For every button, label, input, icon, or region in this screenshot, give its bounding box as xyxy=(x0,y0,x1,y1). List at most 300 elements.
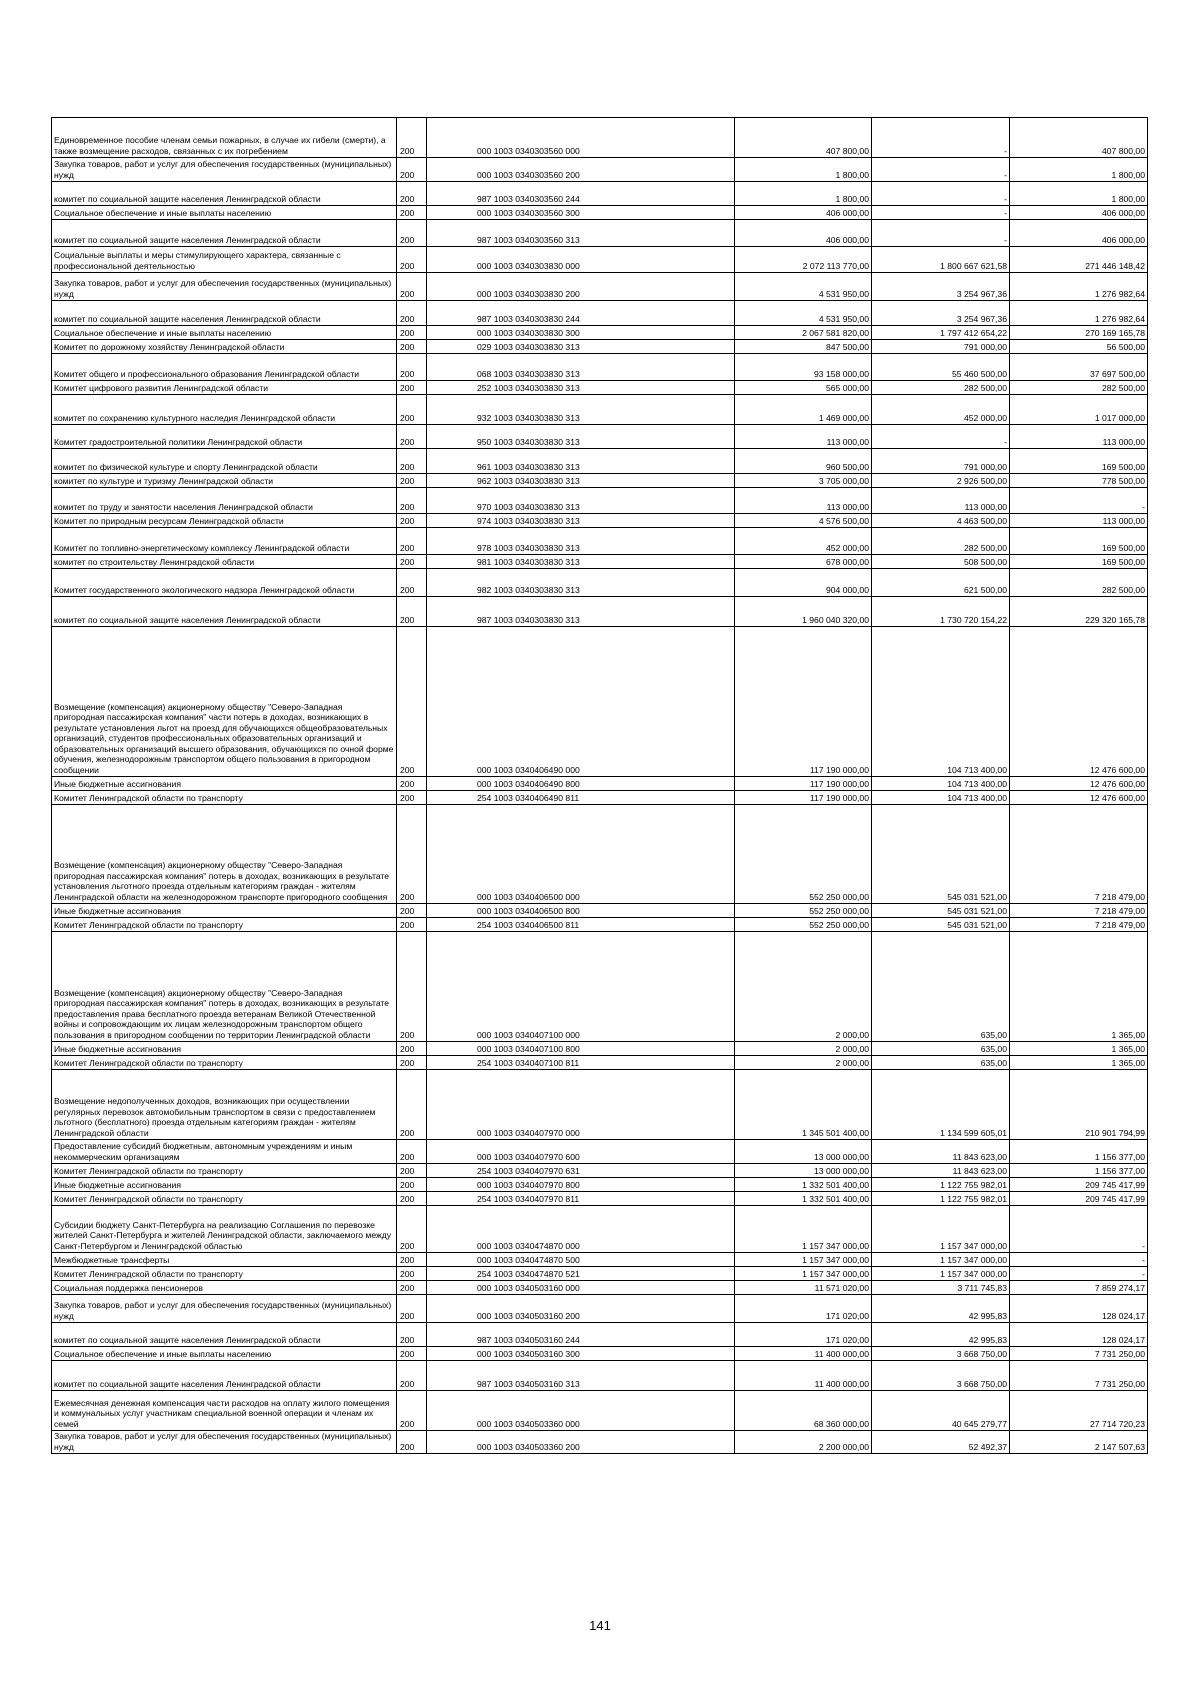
row-planned-amount: 13 000 000,00 xyxy=(735,1140,872,1164)
row-code: 200 xyxy=(397,488,427,514)
row-name: комитет по социальной защите населения Ленинградской области xyxy=(52,301,397,326)
row-name: комитет по физической культуре и спорту Ленинградской области xyxy=(52,449,397,474)
row-planned-amount: 4 531 950,00 xyxy=(735,301,872,326)
row-executed-amount: 282 500,00 xyxy=(872,528,1010,555)
table-row xyxy=(52,1178,1148,1192)
row-remaining-amount: 7 218 479,00 xyxy=(1010,805,1148,904)
row-remaining-amount: 270 169 165,78 xyxy=(1010,326,1148,340)
row-code: 200 xyxy=(397,158,427,182)
table-row xyxy=(52,488,1148,514)
row-code: 200 xyxy=(397,340,427,354)
row-planned-amount: 960 500,00 xyxy=(735,449,872,474)
row-name: Закупка товаров, работ и услуг для обеспечения государственных (муниципальных) нужд xyxy=(52,158,397,182)
row-planned-amount: 1 469 000,00 xyxy=(735,395,872,425)
row-executed-amount: 52 492,37 xyxy=(872,1431,1010,1454)
row-remaining-amount: 37 697 500,00 xyxy=(1010,354,1148,381)
row-planned-amount: 3 705 000,00 xyxy=(735,474,872,488)
row-remaining-amount: 169 500,00 xyxy=(1010,528,1148,555)
row-code: 200 xyxy=(397,220,427,247)
row-remaining-amount: 1 365,00 xyxy=(1010,1042,1148,1056)
row-planned-amount: 1 332 501 400,00 xyxy=(735,1178,872,1192)
row-budget-code: 000 1003 0340407100 000 xyxy=(427,932,735,1042)
row-planned-amount: 2 000,00 xyxy=(735,932,872,1042)
row-remaining-amount: 282 500,00 xyxy=(1010,569,1148,597)
row-planned-amount: 1 960 040 320,00 xyxy=(735,597,872,627)
row-code: 200 xyxy=(397,904,427,918)
table-row xyxy=(52,777,1148,791)
row-budget-code: 987 1003 0340303830 244 xyxy=(427,301,735,326)
row-remaining-amount: 7 731 250,00 xyxy=(1010,1361,1148,1391)
row-name: комитет по социальной защите населения Ленинградской области xyxy=(52,182,397,206)
row-remaining-amount: 1 276 982,64 xyxy=(1010,301,1148,326)
row-name: Субсидии бюджету Санкт-Петербурга на реализацию Соглашения по перевозке жителей Санкт-Петербурга и жителей Ленинградской области, заключаемого между Санкт-Петербургом и Ленинградской областью xyxy=(52,1206,397,1253)
row-code: 200 xyxy=(397,805,427,904)
row-planned-amount: 113 000,00 xyxy=(735,425,872,449)
row-planned-amount: 1 800,00 xyxy=(735,158,872,182)
row-executed-amount: 1 157 347 000,00 xyxy=(872,1253,1010,1267)
row-executed-amount: 104 713 400,00 xyxy=(872,791,1010,805)
row-code: 200 xyxy=(397,354,427,381)
table-row xyxy=(52,918,1148,932)
table-row xyxy=(52,1056,1148,1070)
row-planned-amount: 1 345 501 400,00 xyxy=(735,1070,872,1140)
row-remaining-amount: 12 476 600,00 xyxy=(1010,777,1148,791)
row-executed-amount: 1 730 720 154,22 xyxy=(872,597,1010,627)
table-row xyxy=(52,340,1148,354)
row-planned-amount: 11 571 020,00 xyxy=(735,1281,872,1295)
row-code: 200 xyxy=(397,1295,427,1323)
row-name: Ежемесячная денежная компенсация части расходов на оплату жилого помещения и коммунальных услуг участникам специальной военной операции и членам их семей xyxy=(52,1391,397,1431)
row-name: Комитет Ленинградской области по транспорту xyxy=(52,918,397,932)
row-budget-code: 987 1003 0340303560 244 xyxy=(427,182,735,206)
row-budget-code: 029 1003 0340303830 313 xyxy=(427,340,735,354)
row-code: 200 xyxy=(397,932,427,1042)
budget-execution-table xyxy=(51,117,1148,1454)
row-executed-amount: - xyxy=(872,158,1010,182)
table-row xyxy=(52,326,1148,340)
row-budget-code: 000 1003 0340474870 000 xyxy=(427,1206,735,1253)
row-planned-amount: 4 576 500,00 xyxy=(735,514,872,528)
row-remaining-amount: 2 147 507,63 xyxy=(1010,1431,1148,1454)
row-budget-code: 254 1003 0340407970 811 xyxy=(427,1192,735,1206)
row-executed-amount: 42 995,83 xyxy=(872,1323,1010,1347)
row-budget-code: 000 1003 0340303830 000 xyxy=(427,247,735,273)
table-row xyxy=(52,1281,1148,1295)
row-budget-code: 254 1003 0340407100 811 xyxy=(427,1056,735,1070)
row-code: 200 xyxy=(397,1361,427,1391)
row-name: Комитет Ленинградской области по транспорту xyxy=(52,1056,397,1070)
row-remaining-amount: 406 000,00 xyxy=(1010,220,1148,247)
row-planned-amount: 68 360 000,00 xyxy=(735,1391,872,1431)
row-executed-amount: 508 500,00 xyxy=(872,555,1010,569)
row-code: 200 xyxy=(397,1192,427,1206)
row-code: 200 xyxy=(397,1391,427,1431)
row-budget-code: 981 1003 0340303830 313 xyxy=(427,555,735,569)
row-name: Иные бюджетные ассигнования xyxy=(52,1042,397,1056)
row-executed-amount: 1 134 599 605,01 xyxy=(872,1070,1010,1140)
row-code: 200 xyxy=(397,1281,427,1295)
table-row xyxy=(52,791,1148,805)
row-budget-code: 000 1003 0340407970 600 xyxy=(427,1140,735,1164)
row-code: 200 xyxy=(397,273,427,301)
table-row xyxy=(52,932,1148,1042)
row-budget-code: 970 1003 0340303830 313 xyxy=(427,488,735,514)
row-executed-amount: 104 713 400,00 xyxy=(872,627,1010,777)
row-code: 200 xyxy=(397,528,427,555)
row-remaining-amount: 113 000,00 xyxy=(1010,425,1148,449)
row-planned-amount: 406 000,00 xyxy=(735,206,872,220)
row-name: комитет по культуре и туризму Ленинградской области xyxy=(52,474,397,488)
row-planned-amount: 11 400 000,00 xyxy=(735,1347,872,1361)
row-code: 200 xyxy=(397,1206,427,1253)
row-executed-amount: - xyxy=(872,425,1010,449)
row-remaining-amount: 407 800,00 xyxy=(1010,118,1148,158)
row-remaining-amount: - xyxy=(1010,1206,1148,1253)
row-budget-code: 068 1003 0340303830 313 xyxy=(427,354,735,381)
row-code: 200 xyxy=(397,1253,427,1267)
row-name: комитет по социальной защите населения Ленинградской области xyxy=(52,1361,397,1391)
table-body xyxy=(52,118,1148,1454)
row-executed-amount: 635,00 xyxy=(872,1056,1010,1070)
row-name: Комитет Ленинградской области по транспорту xyxy=(52,791,397,805)
row-planned-amount: 406 000,00 xyxy=(735,220,872,247)
row-budget-code: 987 1003 0340503160 244 xyxy=(427,1323,735,1347)
row-remaining-amount: 12 476 600,00 xyxy=(1010,791,1148,805)
table-row xyxy=(52,220,1148,247)
row-code: 200 xyxy=(397,118,427,158)
row-name: Социальное обеспечение и иные выплаты населению xyxy=(52,206,397,220)
row-budget-code: 000 1003 0340407970 000 xyxy=(427,1070,735,1140)
row-planned-amount: 2 067 581 820,00 xyxy=(735,326,872,340)
row-executed-amount: - xyxy=(872,182,1010,206)
row-remaining-amount: 7 859 274,17 xyxy=(1010,1281,1148,1295)
row-name: Социальное обеспечение и иные выплаты населению xyxy=(52,1347,397,1361)
row-budget-code: 950 1003 0340303830 313 xyxy=(427,425,735,449)
row-remaining-amount: 282 500,00 xyxy=(1010,381,1148,395)
row-name: Иные бюджетные ассигнования xyxy=(52,1178,397,1192)
row-code: 200 xyxy=(397,597,427,627)
row-executed-amount: 3 668 750,00 xyxy=(872,1347,1010,1361)
row-name: комитет по социальной защите населения Ленинградской области xyxy=(52,220,397,247)
row-budget-code: 000 1003 0340503360 200 xyxy=(427,1431,735,1454)
row-planned-amount: 1 800,00 xyxy=(735,182,872,206)
row-planned-amount: 11 400 000,00 xyxy=(735,1361,872,1391)
row-budget-code: 987 1003 0340303560 313 xyxy=(427,220,735,247)
page-number: 141 xyxy=(589,1618,611,1633)
table-row xyxy=(52,1164,1148,1178)
table-row xyxy=(52,1042,1148,1056)
row-remaining-amount: 56 500,00 xyxy=(1010,340,1148,354)
row-remaining-amount: 209 745 417,99 xyxy=(1010,1192,1148,1206)
table-row xyxy=(52,1267,1148,1281)
table-row xyxy=(52,206,1148,220)
row-code: 200 xyxy=(397,449,427,474)
table-row xyxy=(52,474,1148,488)
table-row xyxy=(52,904,1148,918)
row-remaining-amount: 7 218 479,00 xyxy=(1010,918,1148,932)
row-code: 200 xyxy=(397,1042,427,1056)
row-planned-amount: 113 000,00 xyxy=(735,488,872,514)
row-remaining-amount: 1 276 982,64 xyxy=(1010,273,1148,301)
row-budget-code: 000 1003 0340303830 300 xyxy=(427,326,735,340)
table-row xyxy=(52,182,1148,206)
row-budget-code: 978 1003 0340303830 313 xyxy=(427,528,735,555)
row-executed-amount: - xyxy=(872,220,1010,247)
row-budget-code: 000 1003 0340474870 500 xyxy=(427,1253,735,1267)
row-name: комитет по сохранению культурного наследия Ленинградской области xyxy=(52,395,397,425)
row-planned-amount: 847 500,00 xyxy=(735,340,872,354)
table-row xyxy=(52,381,1148,395)
row-budget-code: 000 1003 0340503160 000 xyxy=(427,1281,735,1295)
row-remaining-amount: 128 024,17 xyxy=(1010,1323,1148,1347)
table-row xyxy=(52,247,1148,273)
row-planned-amount: 13 000 000,00 xyxy=(735,1164,872,1178)
row-code: 200 xyxy=(397,514,427,528)
row-code: 200 xyxy=(397,474,427,488)
row-remaining-amount: 1 017 000,00 xyxy=(1010,395,1148,425)
row-executed-amount: 11 843 623,00 xyxy=(872,1164,1010,1178)
row-code: 200 xyxy=(397,918,427,932)
table-row xyxy=(52,425,1148,449)
row-planned-amount: 117 190 000,00 xyxy=(735,791,872,805)
row-name: комитет по труду и занятости населения Ленинградской области xyxy=(52,488,397,514)
row-budget-code: 962 1003 0340303830 313 xyxy=(427,474,735,488)
row-remaining-amount: 1 800,00 xyxy=(1010,182,1148,206)
row-remaining-amount: 169 500,00 xyxy=(1010,449,1148,474)
row-executed-amount: - xyxy=(872,206,1010,220)
table-row xyxy=(52,1253,1148,1267)
row-planned-amount: 552 250 000,00 xyxy=(735,805,872,904)
table-row xyxy=(52,805,1148,904)
row-remaining-amount: 128 024,17 xyxy=(1010,1295,1148,1323)
row-executed-amount: 3 711 745,83 xyxy=(872,1281,1010,1295)
table-row xyxy=(52,1391,1148,1431)
row-executed-amount: 2 926 500,00 xyxy=(872,474,1010,488)
row-remaining-amount: 7 731 250,00 xyxy=(1010,1347,1148,1361)
row-remaining-amount: 1 365,00 xyxy=(1010,1056,1148,1070)
row-executed-amount: 1 800 667 621,58 xyxy=(872,247,1010,273)
table-row xyxy=(52,1192,1148,1206)
row-budget-code: 961 1003 0340303830 313 xyxy=(427,449,735,474)
row-executed-amount: 42 995,83 xyxy=(872,1295,1010,1323)
row-code: 200 xyxy=(397,381,427,395)
row-code: 200 xyxy=(397,1323,427,1347)
row-remaining-amount: - xyxy=(1010,1267,1148,1281)
row-remaining-amount: 1 365,00 xyxy=(1010,932,1148,1042)
row-name: Комитет по топливно-энергетическому комплексу Ленинградской области xyxy=(52,528,397,555)
row-code: 200 xyxy=(397,555,427,569)
row-budget-code: 000 1003 0340503160 300 xyxy=(427,1347,735,1361)
row-planned-amount: 4 531 950,00 xyxy=(735,273,872,301)
row-executed-amount: 545 031 521,00 xyxy=(872,904,1010,918)
row-executed-amount: 55 460 500,00 xyxy=(872,354,1010,381)
table-row xyxy=(52,118,1148,158)
row-code: 200 xyxy=(397,1431,427,1454)
row-planned-amount: 1 157 347 000,00 xyxy=(735,1267,872,1281)
row-executed-amount: 791 000,00 xyxy=(872,449,1010,474)
row-name: Межбюджетные трансферты xyxy=(52,1253,397,1267)
table-row xyxy=(52,1323,1148,1347)
row-planned-amount: 452 000,00 xyxy=(735,528,872,555)
table-row xyxy=(52,514,1148,528)
row-code: 200 xyxy=(397,247,427,273)
row-budget-code: 000 1003 0340406500 000 xyxy=(427,805,735,904)
row-name: Комитет государственного экологического надзора Ленинградской области xyxy=(52,569,397,597)
row-budget-code: 000 1003 0340303560 300 xyxy=(427,206,735,220)
row-name: комитет по социальной защите населения Ленинградской области xyxy=(52,597,397,627)
row-code: 200 xyxy=(397,569,427,597)
row-remaining-amount: 7 218 479,00 xyxy=(1010,904,1148,918)
row-name: Социальное обеспечение и иные выплаты населению xyxy=(52,326,397,340)
row-remaining-amount: 406 000,00 xyxy=(1010,206,1148,220)
row-executed-amount: 635,00 xyxy=(872,932,1010,1042)
row-name: Закупка товаров, работ и услуг для обеспечения государственных (муниципальных) нужд xyxy=(52,1295,397,1323)
row-name: Иные бюджетные ассигнования xyxy=(52,904,397,918)
row-executed-amount: 1 157 347 000,00 xyxy=(872,1206,1010,1253)
row-budget-code: 000 1003 0340406490 000 xyxy=(427,627,735,777)
row-planned-amount: 552 250 000,00 xyxy=(735,918,872,932)
row-remaining-amount: 1 156 377,00 xyxy=(1010,1164,1148,1178)
table-row xyxy=(52,158,1148,182)
row-budget-code: 254 1003 0340406500 811 xyxy=(427,918,735,932)
row-name: Комитет по природным ресурсам Ленинградской области xyxy=(52,514,397,528)
row-code: 200 xyxy=(397,1178,427,1192)
table-row xyxy=(52,1070,1148,1140)
row-planned-amount: 93 158 000,00 xyxy=(735,354,872,381)
row-planned-amount: 2 200 000,00 xyxy=(735,1431,872,1454)
row-executed-amount: 1 157 347 000,00 xyxy=(872,1267,1010,1281)
table-row xyxy=(52,395,1148,425)
row-planned-amount: 1 332 501 400,00 xyxy=(735,1192,872,1206)
row-planned-amount: 565 000,00 xyxy=(735,381,872,395)
table-row xyxy=(52,273,1148,301)
table-row xyxy=(52,528,1148,555)
row-budget-code: 987 1003 0340303830 313 xyxy=(427,597,735,627)
row-remaining-amount: 778 500,00 xyxy=(1010,474,1148,488)
row-planned-amount: 117 190 000,00 xyxy=(735,627,872,777)
table-row xyxy=(52,1295,1148,1323)
row-executed-amount: 1 797 412 654,22 xyxy=(872,326,1010,340)
row-executed-amount: 3 668 750,00 xyxy=(872,1361,1010,1391)
row-remaining-amount: 169 500,00 xyxy=(1010,555,1148,569)
row-name: Закупка товаров, работ и услуг для обеспечения государственных (муниципальных) нужд xyxy=(52,273,397,301)
row-code: 200 xyxy=(397,1347,427,1361)
row-planned-amount: 552 250 000,00 xyxy=(735,904,872,918)
table-row xyxy=(52,1347,1148,1361)
row-name: Комитет Ленинградской области по транспорту xyxy=(52,1192,397,1206)
row-code: 200 xyxy=(397,206,427,220)
row-name: Комитет градостроительной политики Ленинградской области xyxy=(52,425,397,449)
row-code: 200 xyxy=(397,395,427,425)
row-executed-amount: 545 031 521,00 xyxy=(872,918,1010,932)
row-remaining-amount: 27 714 720,23 xyxy=(1010,1391,1148,1431)
row-name: Комитет Ленинградской области по транспорту xyxy=(52,1164,397,1178)
row-name: Иные бюджетные ассигнования xyxy=(52,777,397,791)
row-budget-code: 987 1003 0340503160 313 xyxy=(427,1361,735,1391)
table-row xyxy=(52,449,1148,474)
row-code: 200 xyxy=(397,1070,427,1140)
table-row xyxy=(52,1206,1148,1253)
table-row xyxy=(52,1140,1148,1164)
row-budget-code: 252 1003 0340303830 313 xyxy=(427,381,735,395)
row-executed-amount: 4 463 500,00 xyxy=(872,514,1010,528)
row-budget-code: 254 1003 0340407970 631 xyxy=(427,1164,735,1178)
row-remaining-amount: 209 745 417,99 xyxy=(1010,1178,1148,1192)
table-row xyxy=(52,597,1148,627)
row-executed-amount: 545 031 521,00 xyxy=(872,805,1010,904)
row-planned-amount: 1 157 347 000,00 xyxy=(735,1253,872,1267)
row-remaining-amount: 1 156 377,00 xyxy=(1010,1140,1148,1164)
row-executed-amount: - xyxy=(872,118,1010,158)
table-row xyxy=(52,301,1148,326)
row-name: Комитет цифрового развития Ленинградской области xyxy=(52,381,397,395)
row-budget-code: 000 1003 0340503360 000 xyxy=(427,1391,735,1431)
row-budget-code: 000 1003 0340406490 800 xyxy=(427,777,735,791)
row-budget-code: 000 1003 0340303830 200 xyxy=(427,273,735,301)
row-planned-amount: 1 157 347 000,00 xyxy=(735,1206,872,1253)
row-code: 200 xyxy=(397,182,427,206)
row-name: комитет по социальной защите населения Ленинградской области xyxy=(52,1323,397,1347)
row-name: Возмещение (компенсация) акционерному обществу "Северо-Западная пригородная пассажирская компания" части потерь в доходах, возникающих в результате установления льгот на проезд для обучающихся общеобразовательных организаций, студентов профессиональных образовательных организаций и образовательных организаций высшего образования, обучающихся по очной форме обучения, железнодорожным транспортом общего пользования в пригородном сообщении xyxy=(52,627,397,777)
row-executed-amount: 635,00 xyxy=(872,1042,1010,1056)
row-name: Комитет Ленинградской области по транспорту xyxy=(52,1267,397,1281)
row-planned-amount: 678 000,00 xyxy=(735,555,872,569)
row-executed-amount: 3 254 967,36 xyxy=(872,273,1010,301)
row-remaining-amount: 229 320 165,78 xyxy=(1010,597,1148,627)
table-row xyxy=(52,555,1148,569)
row-budget-code: 000 1003 0340303560 000 xyxy=(427,118,735,158)
row-name: Предоставление субсидий бюджетным, автономным учреждениям и иным некоммерческим организациям xyxy=(52,1140,397,1164)
row-executed-amount: 1 122 755 982,01 xyxy=(872,1178,1010,1192)
row-name: Социальная поддержка пенсионеров xyxy=(52,1281,397,1295)
row-executed-amount: 113 000,00 xyxy=(872,488,1010,514)
row-name: Возмещение (компенсация) акционерному обществу "Северо-Западная пригородная пассажирская компания" потерь в доходах, возникающих в результате предоставления права бесплатного проезда ветеранам Великой Отечественной войны и сопровождающим их лицам железнодорожным транспортом общего пользования в пригородном сообщении по территории Ленинградской области xyxy=(52,932,397,1042)
table-row xyxy=(52,627,1148,777)
row-planned-amount: 2 072 113 770,00 xyxy=(735,247,872,273)
row-name: Комитет общего и профессионального образования Ленинградской области xyxy=(52,354,397,381)
row-name: Социальные выплаты и меры стимулирующего характера, связанные с профессиональной деятельностью xyxy=(52,247,397,273)
row-executed-amount: 452 000,00 xyxy=(872,395,1010,425)
row-code: 200 xyxy=(397,1056,427,1070)
row-executed-amount: 40 645 279,77 xyxy=(872,1391,1010,1431)
row-remaining-amount: - xyxy=(1010,488,1148,514)
row-code: 200 xyxy=(397,425,427,449)
row-planned-amount: 2 000,00 xyxy=(735,1042,872,1056)
row-executed-amount: 11 843 623,00 xyxy=(872,1140,1010,1164)
row-executed-amount: 3 254 967,36 xyxy=(872,301,1010,326)
row-code: 200 xyxy=(397,791,427,805)
table-row xyxy=(52,569,1148,597)
row-remaining-amount: 113 000,00 xyxy=(1010,514,1148,528)
row-remaining-amount: 1 800,00 xyxy=(1010,158,1148,182)
row-name: Единовременное пособие членам семьи пожарных, в случае их гибели (смерти), а также возмещение расходов, связанных с их погребением xyxy=(52,118,397,158)
row-remaining-amount: - xyxy=(1010,1253,1148,1267)
row-planned-amount: 171 020,00 xyxy=(735,1323,872,1347)
row-budget-code: 000 1003 0340407100 800 xyxy=(427,1042,735,1056)
row-executed-amount: 621 500,00 xyxy=(872,569,1010,597)
row-executed-amount: 104 713 400,00 xyxy=(872,777,1010,791)
row-code: 200 xyxy=(397,1267,427,1281)
table-row xyxy=(52,354,1148,381)
row-planned-amount: 171 020,00 xyxy=(735,1295,872,1323)
row-planned-amount: 407 800,00 xyxy=(735,118,872,158)
row-name: Комитет по дорожному хозяйству Ленинградской области xyxy=(52,340,397,354)
row-name: Закупка товаров, работ и услуг для обеспечения государственных (муниципальных) нужд xyxy=(52,1431,397,1454)
row-budget-code: 000 1003 0340303560 200 xyxy=(427,158,735,182)
row-executed-amount: 1 122 755 982,01 xyxy=(872,1192,1010,1206)
row-name: Возмещение (компенсация) акционерному обществу "Северо-Западная пригородная пассажирская компания" потерь в доходах, возникающих в результате установления льготного проезда отдельным категориям граждан - жителям Ленинградской области на железнодорожном транспорте пригородного сообщения xyxy=(52,805,397,904)
row-executed-amount: 282 500,00 xyxy=(872,381,1010,395)
